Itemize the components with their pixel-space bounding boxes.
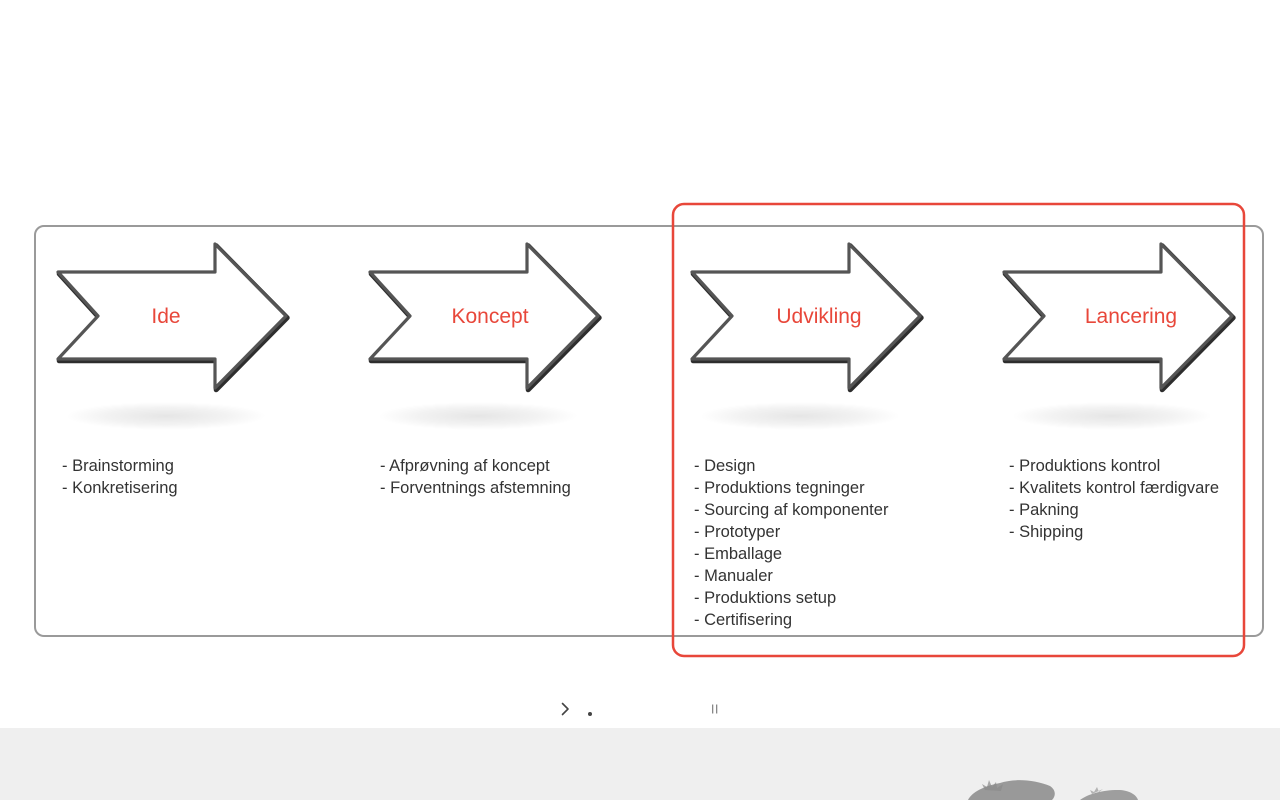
arrow-shadow bbox=[66, 402, 266, 430]
stage-arrow-koncept bbox=[370, 244, 599, 430]
stage-lancering-steps bbox=[1009, 455, 1219, 543]
list-item: - Afprøvning af koncept bbox=[380, 457, 550, 475]
textured-logo-icon bbox=[0, 728, 1280, 800]
list-item: - Konkretisering bbox=[62, 479, 178, 497]
stage-arrow-ide bbox=[58, 244, 287, 430]
carousel-controls bbox=[0, 694, 1280, 722]
stage-label: Udvikling bbox=[776, 305, 862, 328]
list-item: - Kvalitets kontrol færdigvare bbox=[1009, 479, 1219, 497]
stage-udvikling-steps bbox=[694, 455, 888, 631]
arrow-shadow bbox=[378, 402, 578, 430]
list-item: - Prototyper bbox=[694, 523, 781, 541]
stage-arrow-udvikling bbox=[692, 244, 921, 430]
chevron-right-icon[interactable] bbox=[556, 700, 574, 718]
stage-label: Koncept bbox=[451, 305, 529, 328]
list-item: - Certifisering bbox=[694, 611, 793, 629]
list-item: - Emballage bbox=[694, 545, 783, 563]
dot-icon[interactable] bbox=[586, 705, 594, 713]
stage-label: Ide bbox=[151, 305, 181, 328]
stage-label: Lancering bbox=[1084, 305, 1178, 328]
list-item: - Manualer bbox=[694, 567, 773, 585]
stage-arrow-lancering bbox=[1004, 244, 1233, 430]
list-item: - Produktions tegninger bbox=[694, 479, 865, 497]
stage-ide-steps bbox=[62, 455, 178, 499]
list-item: - Produktions kontrol bbox=[1009, 457, 1161, 475]
list-item: - Design bbox=[694, 457, 756, 475]
list-item: - Pakning bbox=[1009, 501, 1079, 519]
page-footer bbox=[0, 728, 1280, 800]
list-item: - Brainstorming bbox=[62, 457, 174, 475]
arrow-shadow bbox=[700, 402, 900, 430]
pause-icon[interactable] bbox=[707, 700, 723, 718]
arrow-shadow bbox=[1012, 402, 1212, 430]
stage-koncept-steps bbox=[380, 455, 571, 499]
list-item: - Shipping bbox=[1009, 523, 1084, 541]
list-item: - Sourcing af komponenter bbox=[694, 501, 889, 519]
list-item: - Forventnings afstemning bbox=[380, 479, 571, 497]
list-item: - Produktions setup bbox=[694, 589, 837, 607]
